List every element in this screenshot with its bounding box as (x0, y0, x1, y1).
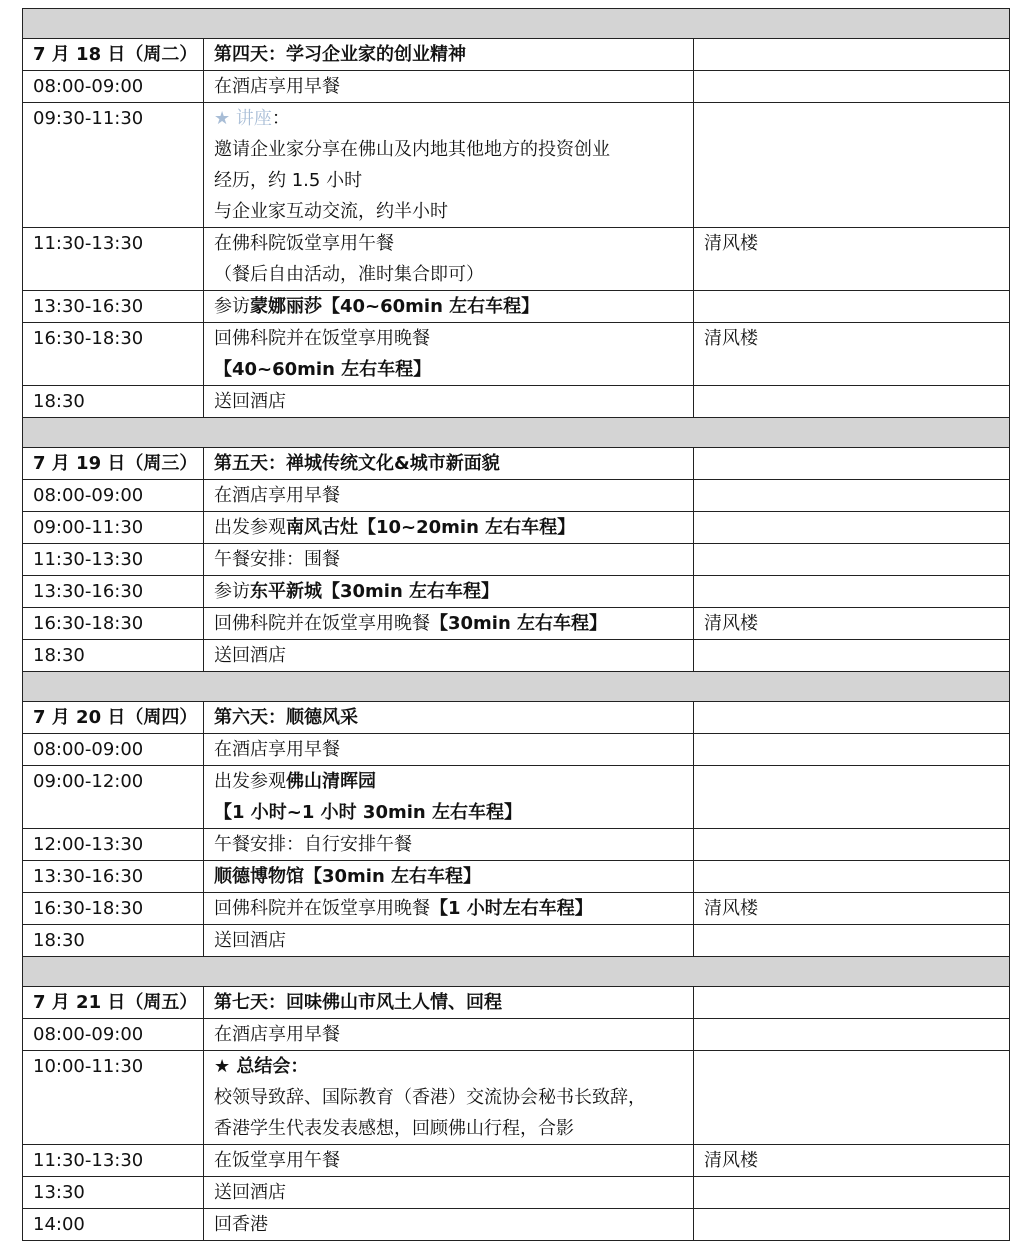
schedule-row (23, 640, 1010, 672)
activity-line (214, 766, 683, 797)
schedule-time: 11:30-13:30 (23, 544, 204, 576)
schedule-row (23, 576, 1010, 608)
activity-line (214, 734, 683, 765)
schedule-activity (204, 576, 694, 608)
activity-text: 在酒店享用早餐 (214, 76, 340, 97)
activity-line (214, 512, 683, 543)
schedule-location (694, 576, 1010, 608)
activity-text: 回香港 (214, 1214, 268, 1235)
schedule-activity (204, 480, 694, 512)
activity-text: 回佛科院并在饭堂享用晚餐 (214, 328, 430, 349)
schedule-row (23, 766, 1010, 829)
schedule-row (23, 512, 1010, 544)
schedule-location: 清风楼 (694, 228, 1010, 291)
schedule-time: 10:00-11:30 (23, 1051, 204, 1145)
schedule-time: 13:30 (23, 1177, 204, 1209)
activity-text: 参访 (214, 581, 250, 602)
day-separator (23, 9, 1010, 39)
day-title: 第五天：禅城传统文化&城市新面貌 (204, 448, 694, 480)
schedule-row (23, 1145, 1010, 1177)
activity-text: （餐后自由活动，准时集合即可） (214, 264, 484, 285)
activity-line (214, 71, 683, 102)
schedule-activity (204, 734, 694, 766)
schedule-location (694, 544, 1010, 576)
schedule-row (23, 1177, 1010, 1209)
day-date: 7 月 18 日（周二） (23, 39, 204, 71)
day-title: 第七天：回味佛山市风土人情、回程 (204, 987, 694, 1019)
schedule-row (23, 386, 1010, 418)
activity-line (214, 165, 683, 196)
activity-text: 回佛科院并在饭堂享用晚餐 (214, 613, 430, 634)
activity-line (214, 797, 683, 828)
schedule-activity (204, 829, 694, 861)
schedule-location: 清风楼 (694, 323, 1010, 386)
activity-line (214, 861, 683, 892)
schedule-row (23, 228, 1010, 291)
schedule-activity (204, 544, 694, 576)
activity-line (214, 134, 683, 165)
activity-text: 【1 小时左右车程】 (430, 898, 593, 919)
schedule-time: 11:30-13:30 (23, 228, 204, 291)
star-heading-text: ★ 总结会： (214, 1056, 309, 1077)
schedule-row (23, 861, 1010, 893)
day-header-row (23, 448, 1010, 480)
schedule-activity (204, 925, 694, 957)
schedule-row (23, 1019, 1010, 1051)
schedule-row (23, 734, 1010, 766)
schedule-time: 18:30 (23, 640, 204, 672)
activity-line (214, 386, 683, 417)
activity-line (214, 1019, 683, 1050)
activity-line (214, 576, 683, 607)
schedule-row (23, 1209, 1010, 1241)
day-title: 第六天：顺德风采 (204, 702, 694, 734)
schedule-time: 08:00-09:00 (23, 480, 204, 512)
star-heading-text: ★ 讲座 (214, 108, 272, 129)
day-location-empty (694, 448, 1010, 480)
schedule-activity (204, 1019, 694, 1051)
activity-text: 午餐安排：围餐 (214, 549, 340, 570)
activity-text: 经历，约 1.5 小时 (214, 170, 363, 191)
activity-text: 东平新城【30min 左右车程】 (250, 581, 500, 602)
activity-text: 午餐安排：自行安排午餐 (214, 834, 412, 855)
activity-line (214, 1082, 683, 1113)
activity-line (214, 196, 683, 227)
schedule-activity (204, 71, 694, 103)
schedule-time: 18:30 (23, 925, 204, 957)
activity-text: 在佛科院饭堂享用午餐 (214, 233, 394, 254)
activity-text: 佛山清晖园 (286, 771, 376, 792)
schedule-time: 08:00-09:00 (23, 71, 204, 103)
schedule-activity (204, 228, 694, 291)
day-title: 第四天：学习企业家的创业精神 (204, 39, 694, 71)
schedule-time: 18:30 (23, 386, 204, 418)
separator-cell (23, 672, 1010, 702)
schedule-activity (204, 1209, 694, 1241)
activity-text: 出发参观 (214, 771, 286, 792)
schedule-activity (204, 861, 694, 893)
schedule-time: 14:00 (23, 1209, 204, 1241)
separator-cell (23, 9, 1010, 39)
activity-line (214, 1177, 683, 1208)
activity-text: 送回酒店 (214, 645, 286, 666)
activity-line (214, 1145, 683, 1176)
schedule-row (23, 544, 1010, 576)
separator-cell (23, 418, 1010, 448)
activity-line (214, 608, 683, 639)
schedule-activity (204, 640, 694, 672)
activity-text: 出发参观 (214, 517, 286, 538)
schedule-location (694, 386, 1010, 418)
separator-cell (23, 957, 1010, 987)
schedule-location (694, 640, 1010, 672)
schedule-time: 13:30-16:30 (23, 291, 204, 323)
activity-text: 送回酒店 (214, 391, 286, 412)
activity-line (214, 291, 683, 322)
activity-line (214, 354, 683, 385)
schedule-location: 清风楼 (694, 608, 1010, 640)
activity-text: 回佛科院并在饭堂享用晚餐 (214, 898, 430, 919)
schedule-row (23, 323, 1010, 386)
activity-line (214, 1051, 683, 1082)
day-separator (23, 418, 1010, 448)
schedule-location (694, 512, 1010, 544)
activity-line (214, 323, 683, 354)
schedule-time: 08:00-09:00 (23, 734, 204, 766)
schedule-location (694, 480, 1010, 512)
schedule-location (694, 103, 1010, 228)
schedule-activity (204, 1051, 694, 1145)
activity-text: 在饭堂享用午餐 (214, 1150, 340, 1171)
schedule-activity (204, 386, 694, 418)
day-location-empty (694, 39, 1010, 71)
day-date: 7 月 19 日（周三） (23, 448, 204, 480)
activity-line (214, 228, 683, 259)
schedule-location (694, 1177, 1010, 1209)
day-header-row (23, 39, 1010, 71)
schedule-time: 16:30-18:30 (23, 608, 204, 640)
schedule-row (23, 608, 1010, 640)
schedule-location (694, 1209, 1010, 1241)
schedule-location (694, 766, 1010, 829)
day-separator (23, 672, 1010, 702)
schedule-activity (204, 291, 694, 323)
activity-text: 校领导致辞、国际教育（香港）交流协会秘书长致辞， (214, 1087, 646, 1108)
activity-text: 送回酒店 (214, 1182, 286, 1203)
day-location-empty (694, 987, 1010, 1019)
activity-text: 在酒店享用早餐 (214, 1024, 340, 1045)
activity-text: 送回酒店 (214, 930, 286, 951)
schedule-location (694, 1051, 1010, 1145)
schedule-time: 16:30-18:30 (23, 323, 204, 386)
activity-text: 【1 小时~1 小时 30min 左右车程】 (214, 802, 522, 823)
schedule-time: 09:00-11:30 (23, 512, 204, 544)
day-separator (23, 957, 1010, 987)
itinerary-body (23, 9, 1010, 1241)
schedule-activity (204, 1145, 694, 1177)
activity-line (214, 1209, 683, 1240)
schedule-row (23, 103, 1010, 228)
activity-line (214, 259, 683, 290)
schedule-location (694, 861, 1010, 893)
schedule-time: 16:30-18:30 (23, 893, 204, 925)
schedule-activity (204, 103, 694, 228)
schedule-activity (204, 1177, 694, 1209)
activity-text: 与企业家互动交流，约半小时 (214, 201, 448, 222)
schedule-location: 清风楼 (694, 893, 1010, 925)
activity-text: 蒙娜丽莎【40~60min 左右车程】 (250, 296, 540, 317)
schedule-location: 清风楼 (694, 1145, 1010, 1177)
schedule-location (694, 734, 1010, 766)
activity-text: 邀请企业家分享在佛山及内地其他地方的投资创业 (214, 139, 610, 160)
activity-text: 顺德博物馆【30min 左右车程】 (214, 866, 482, 887)
schedule-time: 08:00-09:00 (23, 1019, 204, 1051)
schedule-activity (204, 766, 694, 829)
activity-line (214, 1113, 683, 1144)
activity-text: 【30min 左右车程】 (430, 613, 608, 634)
schedule-location (694, 291, 1010, 323)
schedule-location (694, 1019, 1010, 1051)
schedule-activity (204, 512, 694, 544)
schedule-location (694, 829, 1010, 861)
day-date: 7 月 20 日（周四） (23, 702, 204, 734)
schedule-activity (204, 323, 694, 386)
day-location-empty (694, 702, 1010, 734)
activity-text: 参访 (214, 296, 250, 317)
schedule-location (694, 925, 1010, 957)
schedule-row (23, 829, 1010, 861)
activity-text: 南风古灶【10~20min 左右车程】 (286, 517, 576, 538)
activity-text: 【40~60min 左右车程】 (214, 359, 432, 380)
schedule-time: 09:00-12:00 (23, 766, 204, 829)
activity-line (214, 829, 683, 860)
itinerary-table (22, 8, 1010, 1241)
day-header-row (23, 702, 1010, 734)
activity-line (214, 925, 683, 956)
schedule-row (23, 1051, 1010, 1145)
schedule-time: 09:30-11:30 (23, 103, 204, 228)
schedule-row (23, 480, 1010, 512)
schedule-row (23, 893, 1010, 925)
activity-text: 在酒店享用早餐 (214, 739, 340, 760)
schedule-time: 11:30-13:30 (23, 1145, 204, 1177)
schedule-activity (204, 893, 694, 925)
schedule-time: 13:30-16:30 (23, 576, 204, 608)
activity-line (214, 640, 683, 671)
schedule-activity (204, 608, 694, 640)
activity-line (214, 893, 683, 924)
schedule-time: 12:00-13:30 (23, 829, 204, 861)
day-header-row (23, 987, 1010, 1019)
activity-text: ： (271, 108, 290, 129)
day-date: 7 月 21 日（周五） (23, 987, 204, 1019)
schedule-time: 13:30-16:30 (23, 861, 204, 893)
schedule-row (23, 925, 1010, 957)
schedule-location (694, 71, 1010, 103)
activity-line (214, 544, 683, 575)
activity-line (214, 103, 683, 134)
activity-text: 在酒店享用早餐 (214, 485, 340, 506)
schedule-row (23, 71, 1010, 103)
activity-text: 香港学生代表发表感想，回顾佛山行程，合影 (214, 1118, 574, 1139)
schedule-row (23, 291, 1010, 323)
activity-line (214, 480, 683, 511)
